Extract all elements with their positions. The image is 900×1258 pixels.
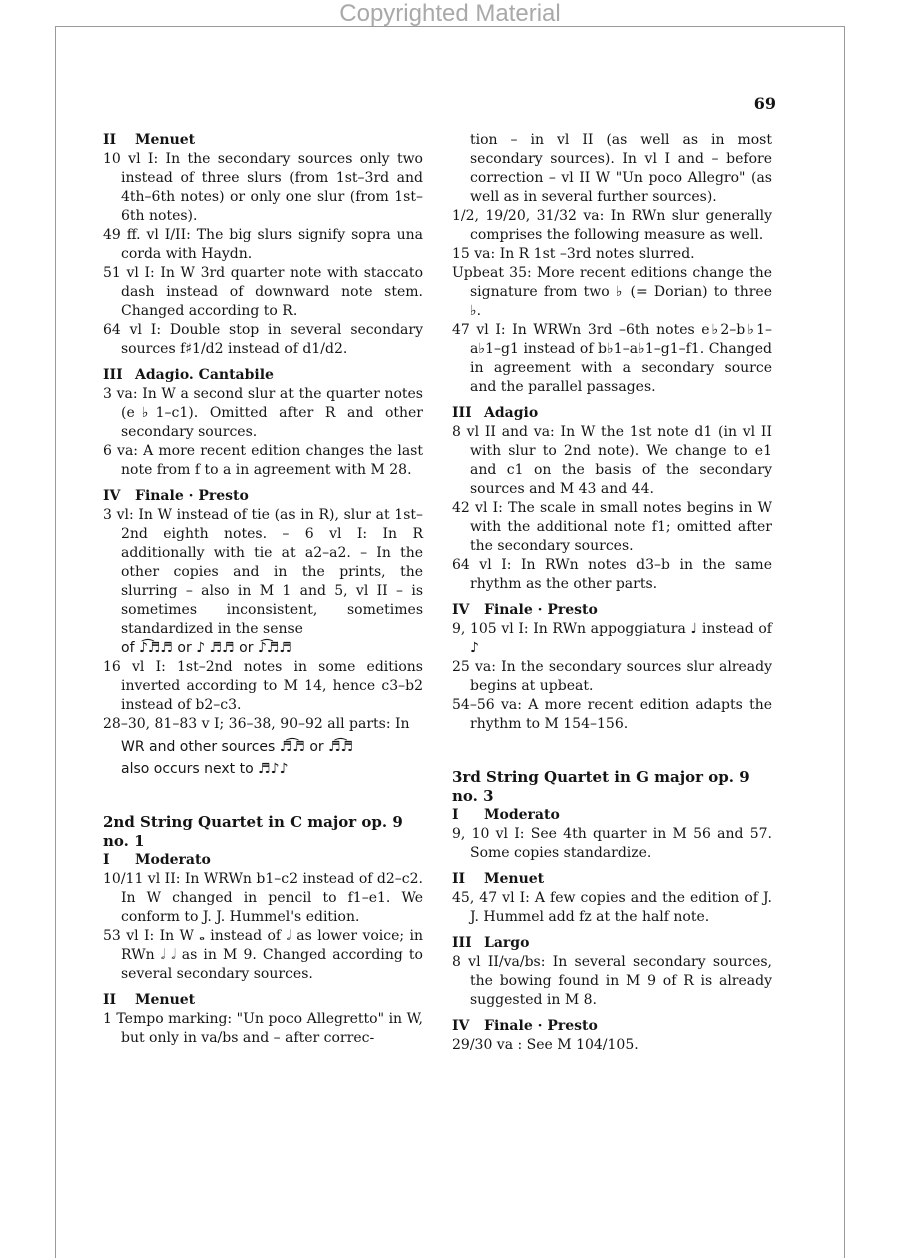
movement-heading: I Moderato: [452, 807, 560, 823]
note-entry: 15 va: In R 1st –3rd notes slurred.: [452, 246, 695, 262]
page-number: 69: [753, 94, 776, 113]
movement-heading: IV Finale · Presto: [103, 488, 249, 504]
note-entry: 10/11 vl II: In WRWn b1–c2 instead of d2–c2. In W changed in pencil to f1–e1. We conform to J. J. Hummel's edition.: [103, 871, 423, 925]
movement-heading: III Largo: [452, 935, 530, 951]
movement-heading: IV Finale · Presto: [452, 1018, 598, 1034]
note-entry: 1/2, 19/20, 31/32 va: In RWn slur generally comprises the following measure as well.: [452, 208, 772, 243]
movement-heading: IV Finale · Presto: [452, 602, 598, 618]
movement-heading: II Menuet: [103, 132, 196, 148]
note-entry: 16 vl I: 1st–2nd notes in some editions inverted according to M 14, hence c3–b2 instead of b2–c3.: [103, 659, 423, 713]
movement-heading: I Moderato: [103, 852, 211, 868]
note-entry: 51 vl I: In W 3rd quarter note with staccato dash instead of downward note stem. Changed according to R.: [103, 265, 423, 319]
note-entry: 9, 105 vl I: In RWn appoggiatura ♩ instead of ♪: [452, 621, 772, 656]
music-example: also occurs next to ♬♪♪: [121, 761, 289, 777]
quartet-heading: 3rd String Quartet in G major op. 9 no. 3: [452, 768, 750, 805]
movement-heading: III Adagio. Cantabile: [103, 367, 274, 383]
note-entry: 54–56 va: A more recent edition adapts the rhythm to M 154–156.: [452, 697, 772, 732]
note-entry: 3 va: In W a second slur at the quarter notes (e♭1–c1). Omitted after R and other secondary sources.: [103, 386, 423, 440]
right-column: [452, 131, 772, 1055]
quartet-heading: 2nd String Quartet in C major op. 9 no. 1: [103, 813, 403, 850]
note-entry: 9, 10 vl I: See 4th quarter in M 56 and 57. Some copies standardize.: [452, 826, 772, 861]
note-entry: Upbeat 35: More recent editions change the signature from two ♭ (= Dorian) to three ♭.: [452, 265, 772, 319]
note-entry: 49 ff. vl I/II: The big slurs signify sopra una corda with Haydn.: [103, 227, 423, 262]
note-entry: 53 vl I: In W 𝅝 instead of 𝅗𝅥 as lower voice; in RWn 𝅗𝅥 𝅗𝅥 as in M 9. Changed according to several secondary sources.: [103, 928, 423, 982]
note-entry: 28–30, 81–83 v I; 36–38, 90–92 all parts: In: [103, 716, 410, 732]
left-column: [103, 131, 423, 1048]
note-entry: 29/30 va : See M 104/105.: [452, 1037, 639, 1053]
watermark: Copyrighted Material: [339, 0, 561, 27]
note-entry: 42 vl I: The scale in small notes begins in W with the additional note f1; omitted after the secondary sources.: [452, 500, 772, 554]
music-example: WR and other sources ♬͡♬ or ♬͡♬: [121, 739, 354, 755]
note-entry: 45, 47 vl I: A few copies and the edition of J. J. Hummel add fz at the half note.: [452, 890, 772, 925]
note-entry: 3 vl: In W instead of tie (as in R), slur at 1st–2nd eighth notes. – 6 vl I: In R additionally with tie at a2–a2. – In the other copies and in the prints, the slurring – also in M 1 and 5, vl II – is sometimes inconsistent, sometimes standardized in the sense: [103, 507, 423, 637]
movement-heading: III Adagio: [452, 405, 539, 421]
movement-heading: II Menuet: [103, 992, 196, 1008]
music-example: of ♪͡♬♬ or ♪ ♬♬ or ♪͡♬♬: [121, 640, 292, 656]
note-entry: 6 va: A more recent edition changes the last note from f to a in agreement with M 28.: [103, 443, 423, 478]
note-entry: 1 Tempo marking: "Un poco Allegretto" in W, but only in va/bs and – after correc-: [103, 1011, 423, 1046]
note-entry: 64 vl I: In RWn notes d3–b in the same rhythm as the other parts.: [452, 557, 772, 592]
note-entry: 10 vl I: In the secondary sources only two instead of three slurs (from 1st–3rd and 4th–6th notes) or only one slur (from 1st–6th notes).: [103, 151, 423, 224]
note-continuation: tion – in vl II (as well as in most secondary sources). In vl I and – before correction – vl II W "Un poco Allegro" (as well as in several further sources).: [470, 132, 772, 205]
movement-heading: II Menuet: [452, 871, 545, 887]
note-entry: 8 vl II and va: In W the 1st note d1 (in vl II with slur to 2nd note). We change to e1 and c1 on the basis of the secondary sources and M 43 and 44.: [452, 424, 772, 497]
note-entry: 8 vl II/va/bs: In several secondary sources, the bowing found in M 9 of R is already suggested in M 8.: [452, 954, 772, 1008]
note-entry: 25 va: In the secondary sources slur already begins at upbeat.: [452, 659, 772, 694]
note-entry: 47 vl I: In WRWn 3rd –6th notes e♭2–b♭1–a♭1–g1 instead of b♭1–a♭1–g1–f1. Changed in agreement with a secondary source and the parallel passages.: [452, 322, 772, 395]
note-entry: 64 vl I: Double stop in several secondary sources f♯1/d2 instead of d1/d2.: [103, 322, 423, 357]
